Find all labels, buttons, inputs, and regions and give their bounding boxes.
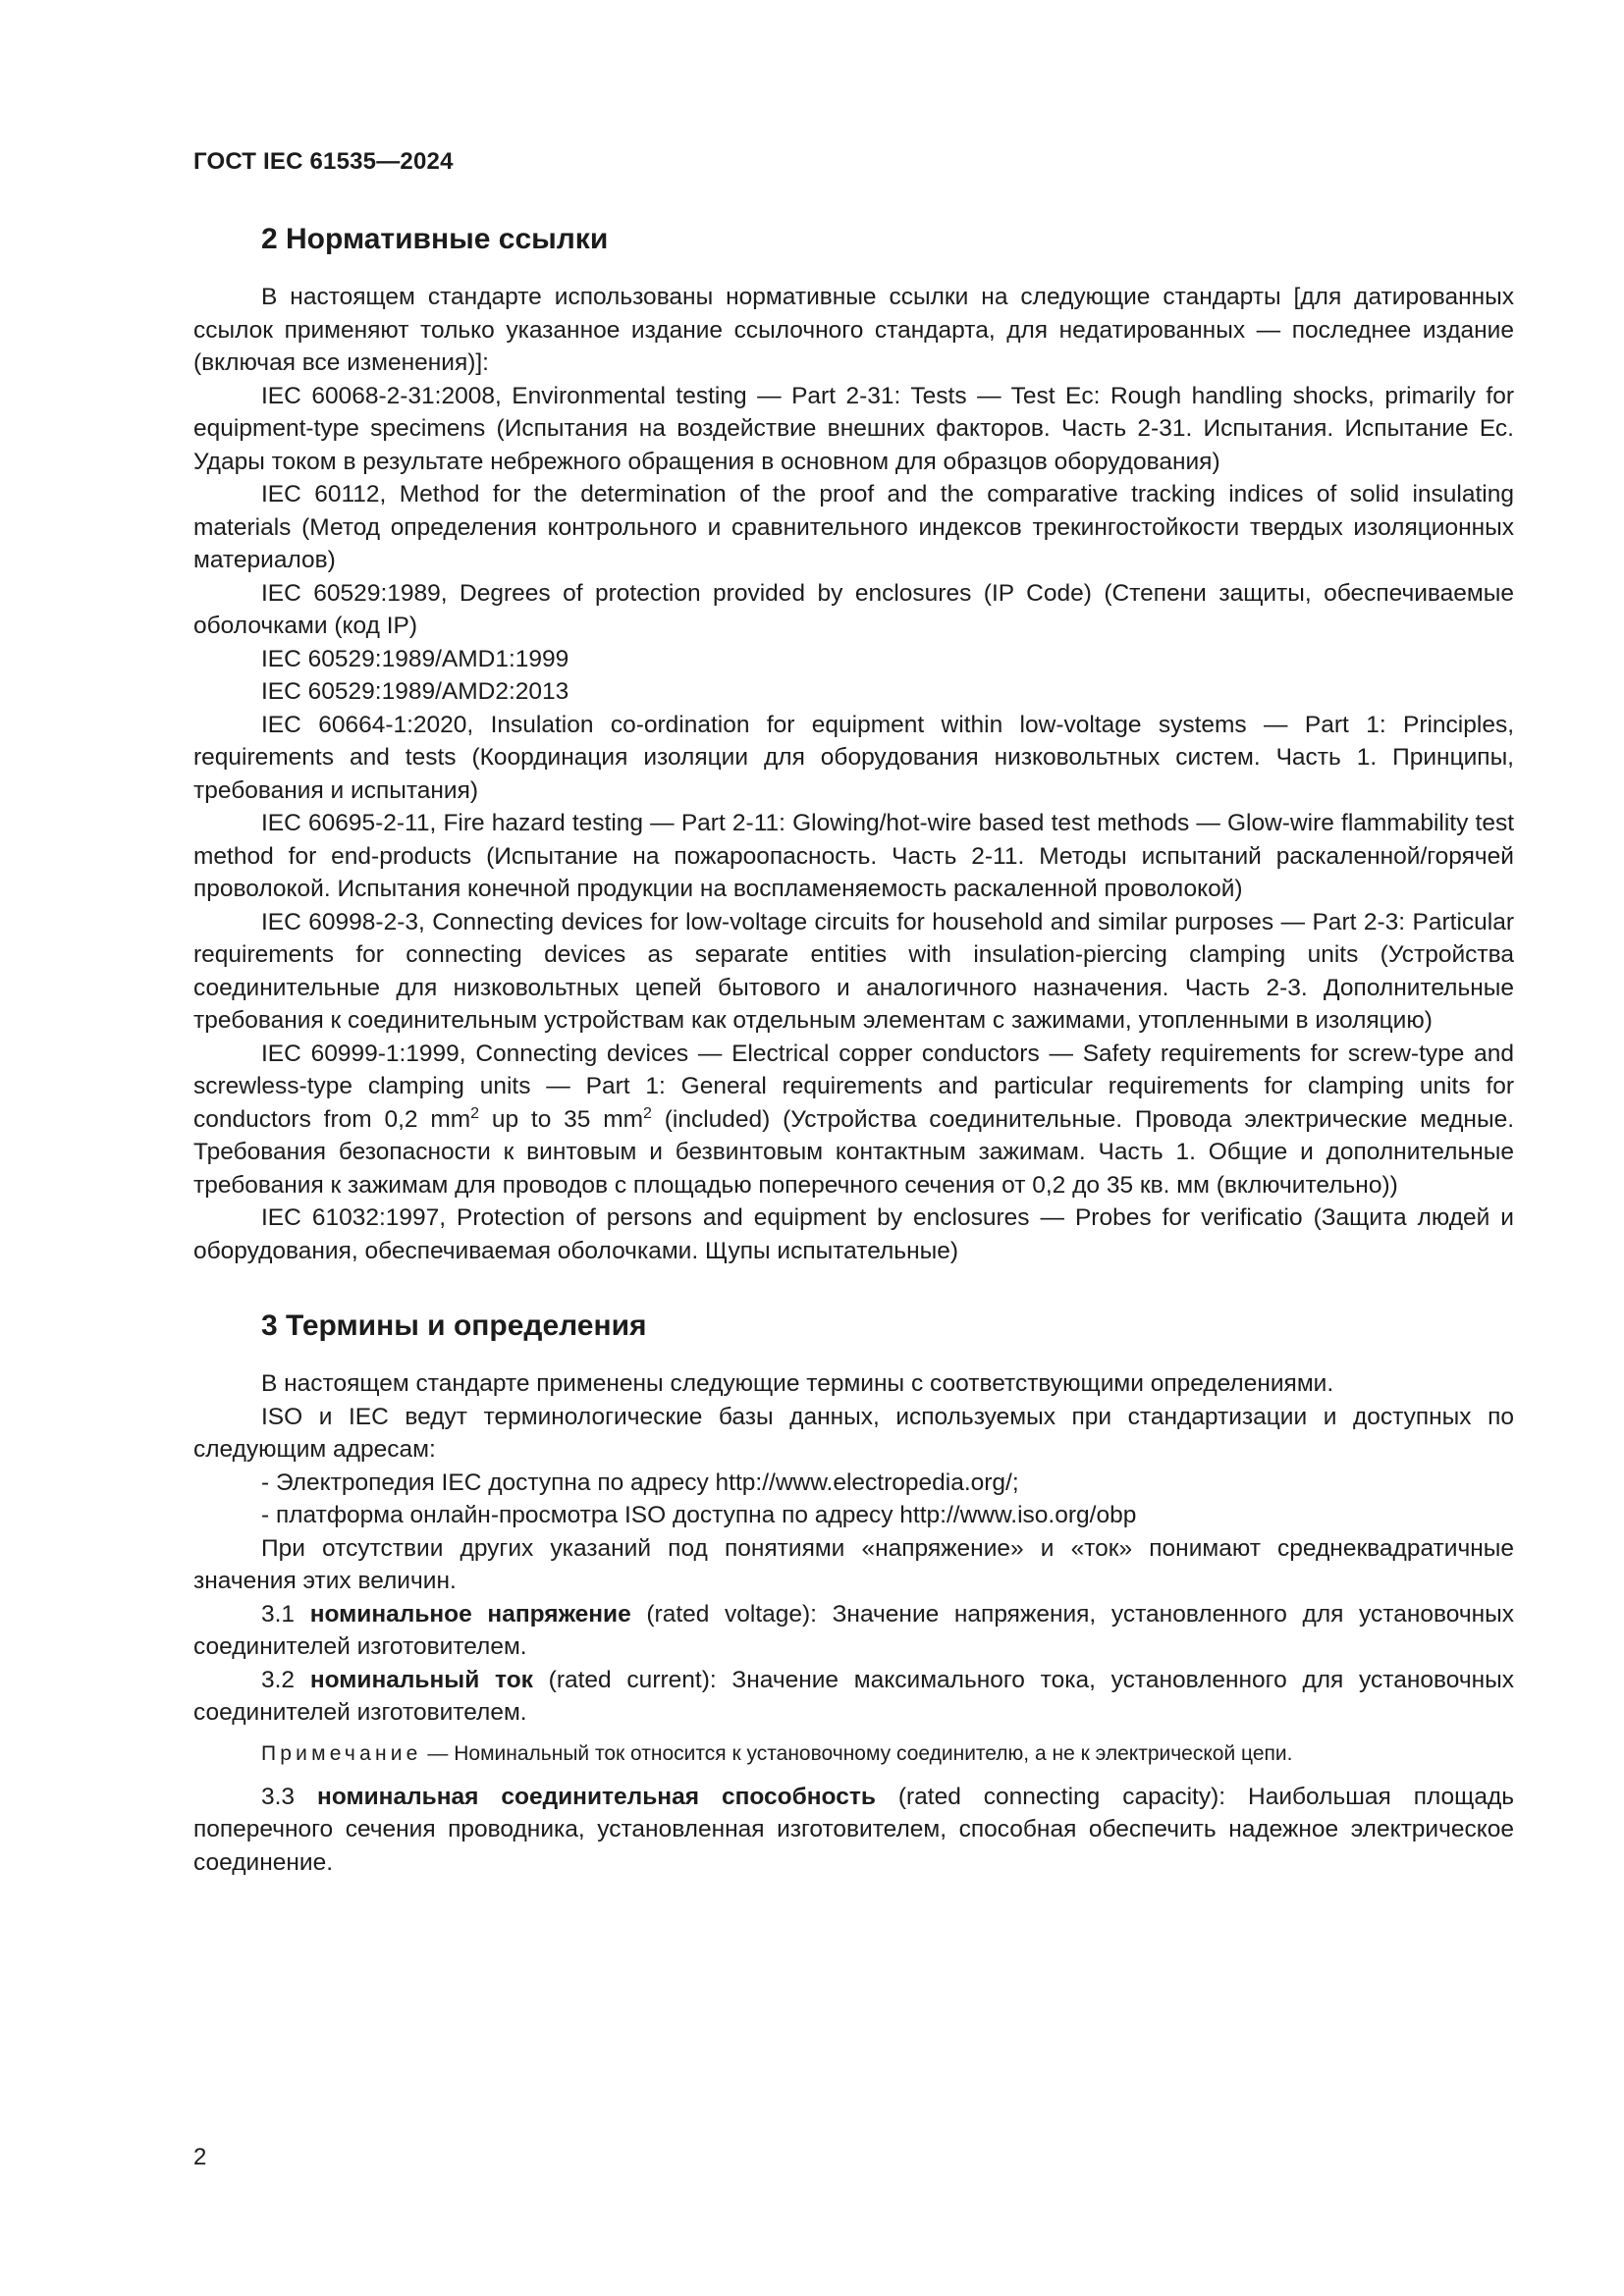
term-description: (rated current): Значение максимального тока, установленного для установочных соединителей изготовителем. — [193, 1666, 1514, 1726]
term-description: (rated connecting capacity): Наибольшая площадь поперечного сечения проводника, установленная изготовителем, способная обеспечить надежное электрическое соединение. — [193, 1783, 1515, 1876]
reference-item: IEC 60529:1989, Degrees of protection provided by enclosures (IP Code) (Степени защиты, обеспечиваемые оболочками (код IP) — [193, 579, 1514, 639]
term-description: (rated voltage): Значение напряжения, установленного для установочных соединителей изготовителем. — [193, 1600, 1514, 1660]
reference-item: IEC 60068-2-31:2008, Environmental testing — Part 2-31: Tests — Test Ec: Rough handling shocks, primarily for equipment-type specimens (Испытания на воздействие внешних факторов. Часть 2-31. Испытания. Испытание Ес. Удары током в результате небрежного обращения в основном для образцов оборудования) — [193, 382, 1514, 475]
document-body — [193, 220, 1514, 1879]
note-dash: — — [421, 1741, 455, 1765]
term-number: 3.1 — [261, 1600, 310, 1628]
section-3-title: 3 Термины и определения — [261, 1309, 647, 1342]
section-3-paragraph: В настоящем стандарте применены следующие термины с соответствующими определениями. — [261, 1370, 1334, 1397]
url-list-item: - Электропедия IEC доступна по адресу http://www.electropedia.org/; — [261, 1468, 1019, 1496]
section-2-title: 2 Нормативные ссылки — [261, 223, 609, 255]
section-3-paragraph: При отсутствии других указаний под понятиями «напряжение» и «ток» понимают среднеквадратичные значения этих величин. — [193, 1534, 1514, 1594]
reference-text: up to 35 mm — [479, 1105, 644, 1133]
term-definition-3-3 — [193, 1781, 1514, 1880]
note — [193, 1739, 1514, 1769]
term-number: 3.2 — [261, 1666, 310, 1693]
reference-item: IEC 60664-1:2020, Insulation co-ordination for equipment within low-voltage systems — Part 1: Principles, requirements and tests (Координация изоляции для оборудования низковольтных систем. Часть 1. Принципы, требования и испытания) — [193, 711, 1514, 804]
reference-item: IEC 61032:1997, Protection of persons and equipment by enclosures — Probes for verificatio (Защита людей и оборудования, обеспечиваемая оболочками. Щупы испытательные) — [193, 1204, 1514, 1264]
superscript: 2 — [643, 1104, 652, 1122]
term-number: 3.3 — [261, 1783, 318, 1810]
term-name: номинальный ток — [309, 1666, 533, 1693]
url-list-item: - платформа онлайн-просмотра ISO доступна по адресу http://www.iso.org/obp — [261, 1502, 1137, 1528]
reference-item: IEC 60998-2-3, Connecting devices for low-voltage circuits for household and similar purposes — Part 2-3: Particular requirements for connecting devices as separate entities with insulation-piercing clamping units (Устройства соединительные для низковольтных цепей бытового и аналогичного назначения. Часть 2-3. Дополнительные требования к соединительным устройствам как отдельным элементам с зажимами, утопленными в изоляцию) — [193, 908, 1514, 1034]
superscript: 2 — [470, 1104, 480, 1122]
section-3-paragraph: ISO и IEC ведут терминологические базы данных, используемых при стандартизации и доступных по следующим адресам: — [193, 1403, 1514, 1463]
reference-item: IEC 60529:1989/AMD1:1999 — [261, 645, 569, 672]
page-number: 2 — [193, 2144, 207, 2170]
note-text: Номинальный ток относится к установочному соединителю, а не к электрической цепи. — [454, 1741, 1293, 1765]
term-definition-3-2 — [193, 1664, 1514, 1730]
note-label: Примечание — [261, 1741, 422, 1765]
reference-item-60999 — [193, 1038, 1514, 1202]
document-code-header: ГОСТ IEC 61535—2024 — [193, 148, 454, 175]
reference-text: IEC 60999-1:1999, Connecting devices — Electrical copper conductors — Safety requirements for screw-type and screwless-type clamping units — Part 1: General requirements and particular requirements for clamping units for conductors from 0,2 mm — [193, 1040, 1514, 1133]
term-name: номинальное напряжение — [309, 1600, 631, 1628]
reference-item: IEC 60529:1989/AMD2:2013 — [261, 678, 569, 705]
reference-text: (included) (Устройства соединительные. Провода электрические медные. Требования безопасности к винтовым и безвинтовым контактным зажимам. Часть 1. Общие и дополнительные требования к зажимам для проводов с площадью поперечного сечения от 0,2 до 35 кв. мм (включительно)) — [193, 1105, 1514, 1199]
reference-item: IEC 60695-2-11, Fire hazard testing — Part 2-11: Glowing/hot-wire based test methods — Glow-wire flammability test method for end-products (Испытание на пожароопасность. Часть 2-11. Методы испытаний раскаленной/горячей проволокой. Испытания конечной продукции на воспламеняемость раскаленной проволокой) — [193, 810, 1514, 902]
term-definition-3-1 — [193, 1598, 1514, 1664]
term-name: номинальная соединительная способность — [317, 1783, 876, 1810]
section-2-intro: В настоящем стандарте использованы нормативные ссылки на следующие стандарты [для датированных ссылок применяют только указанное издание ссылочного стандарта, для недатированных — последнее издание (включая все изменения)]: — [193, 284, 1514, 376]
reference-item: IEC 60112, Method for the determination of the proof and the comparative tracking indices of solid insulating materials (Метод определения контрольного и сравнительного индексов трекингостойкости твердых изоляционных материалов) — [193, 481, 1514, 573]
